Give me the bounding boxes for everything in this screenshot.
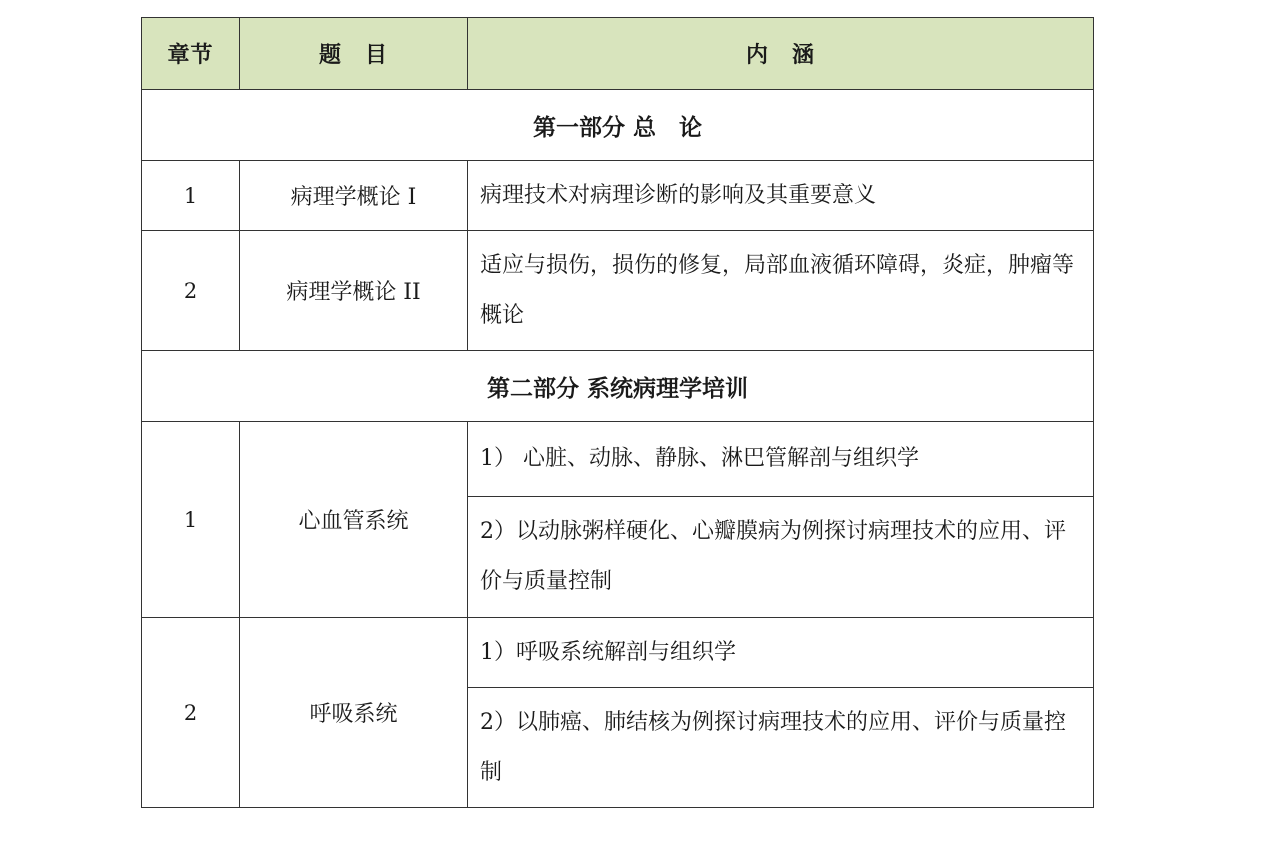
part-title: 第二部分 系统病理学培训 [142, 351, 1094, 422]
table-header-row [142, 18, 1094, 90]
topic-cell: 病理学概论 II [240, 231, 468, 351]
chapter-number: 1 [142, 422, 240, 618]
header-content: 内 涵 [468, 18, 1094, 90]
part-title: 第一部分 总 论 [142, 90, 1094, 161]
topic-cell: 心血管系统 [240, 422, 468, 618]
chapter-number: 2 [142, 231, 240, 351]
table-row [142, 161, 1094, 231]
part-title-row [142, 90, 1094, 161]
table-row [142, 231, 1094, 351]
chapter-number: 1 [142, 161, 240, 231]
content-cell: 1）呼吸系统解剖与组织学 [468, 618, 1094, 688]
chapter-number: 2 [142, 618, 240, 808]
table-row [142, 422, 1094, 497]
content-cell: 1） 心脏、动脉、静脉、淋巴管解剖与组织学 [468, 422, 1094, 497]
table-row [142, 618, 1094, 688]
content-cell: 病理技术对病理诊断的影响及其重要意义 [468, 161, 1094, 231]
topic-cell: 呼吸系统 [240, 618, 468, 808]
content-cell: 2）以动脉粥样硬化、心瓣膜病为例探讨病理技术的应用、评价与质量控制 [468, 497, 1094, 618]
syllabus-table [141, 17, 1094, 808]
topic-cell: 病理学概论 I [240, 161, 468, 231]
content-cell: 适应与损伤，损伤的修复，局部血液循环障碍，炎症，肿瘤等概论 [468, 231, 1094, 351]
part-title-row [142, 351, 1094, 422]
header-chapter: 章节 [142, 18, 240, 90]
header-topic: 题 目 [240, 18, 468, 90]
content-cell: 2）以肺癌、肺结核为例探讨病理技术的应用、评价与质量控制 [468, 688, 1094, 808]
